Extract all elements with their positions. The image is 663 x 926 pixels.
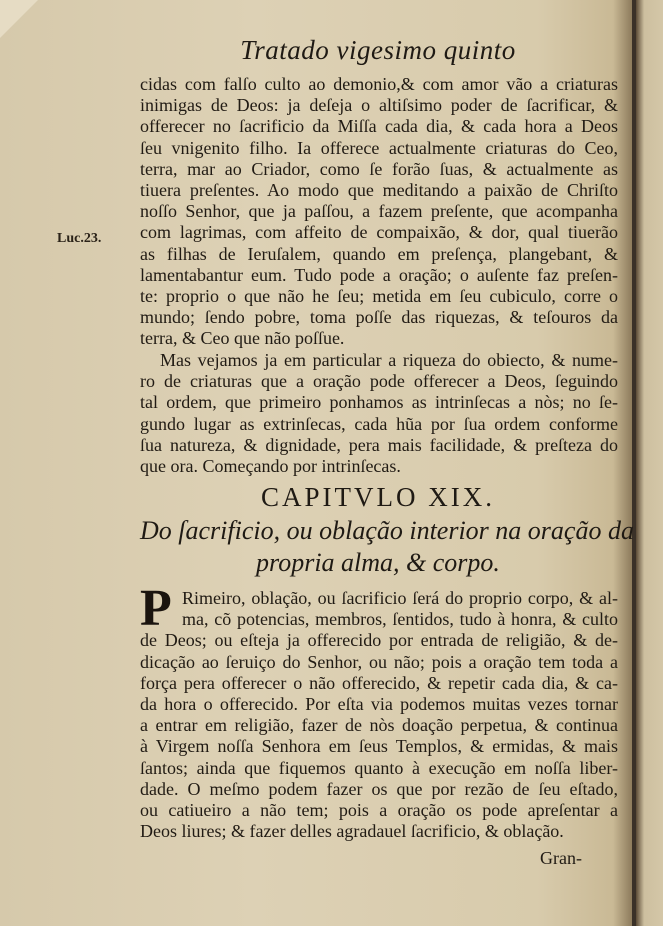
text-line: ma, cõ potencias, membros, ſentidos, tudo à honra, & culto (182, 609, 618, 630)
text-line: tal ordem, que primeiro ponhamos as intrinſecas a nòs; no ſe- (140, 392, 618, 413)
text-line: que ora. Começando por intrinſecas. (140, 455, 401, 476)
paragraph-1 (140, 74, 618, 349)
text-line: à Virgem noſſa Senhora em ſeus Templos, & ermidas, & mais (140, 736, 618, 757)
chapter-title-line-2: propria alma, & corpo. (256, 548, 500, 577)
text-line: lamentabantur eum. Tudo pode a oração; o auſente faz preſen- (140, 264, 618, 285)
text-line: ou catiueiro a não tem; pois a oração os pode apreſentar a (140, 799, 618, 820)
text-line: inimigas de Deos: ja deſeja o altiſsimo poder de ſacrificar, & (140, 95, 618, 116)
text-line: cidas com falſo culto ao demonio,& com amor vão a criaturas (140, 74, 618, 94)
text-line: ſua natureza, & dignidade, pera mais facilidade, & preſteza do (140, 434, 618, 455)
text-line: Deos liures; & fazer delles agradauel ſacrificio, & oblação. (140, 821, 564, 842)
text-line: da hora o offerecido. Por eſta via podemos muitas vezes tornar (140, 693, 618, 714)
text-line: tiuera preſentes. Ao modo que meditando a paixão de Chriſto (140, 179, 618, 200)
text-line: ro de criaturas que a oração pode offerecer a Deos, ſeguindo (140, 371, 618, 392)
paragraph-3 (140, 580, 618, 842)
text-line: Mas vejamos ja em particular a riqueza do obiecto, & nume- (160, 350, 618, 370)
text-line: mundo; ſendo pobre, toma poſſe das riquezas, & teſouros da (140, 307, 618, 328)
text-line: a entrar em religião, fazer de nòs doação perpetua, & continua (140, 715, 618, 736)
drop-cap: P (140, 580, 172, 637)
text-line: dicação ao ſeruiço do Senhor, ou não; pois a oração tem toda a (140, 651, 618, 672)
text-line: terra, mar ao Criador, como ſe forão ſuas, & actualmente as (140, 158, 618, 179)
catchword: Gran- (540, 848, 582, 868)
running-title: Tratado vigesimo quinto (240, 35, 516, 65)
text-line: gundo lugar as extrinſecas, cada hũa por ſua ordem conforme (140, 413, 618, 434)
text-line: ſantos; ainda que fiquemos quanto à execução em noſſa liber- (140, 757, 618, 778)
text-line: de Deos; ou eſteja ja offerecido por entrada de religião, & de- (140, 630, 618, 651)
text-line: com lagrimas, com affeito de compaixão, & dor, qual tiuerão (140, 222, 618, 243)
next-page-edge (636, 0, 663, 926)
text-line: te: proprio o que não he ſeu; metida em ſeu cubiculo, corre o (140, 285, 618, 306)
text-line: ſeu vnigenito filho. Ia offerece actualmente criaturas do Ceo, (140, 137, 618, 158)
text-line: terra, & Ceo que não poſſue. (140, 328, 345, 349)
chapter-number: CAPITVLO XIX. (261, 482, 495, 512)
margin-note: Luc.23. (57, 231, 102, 246)
text-line: dade. O meſmo podem fazer os que por rezão de ſeu eſtado, (140, 778, 618, 799)
text-line: força pera offerecer o não offerecido, & repetir cada dia, & ca- (140, 672, 618, 693)
text-line: noſſo Senhor, que ja paſſou, a fazem preſente, que acompanha (140, 201, 618, 222)
paragraph-2 (140, 350, 618, 477)
text-line: as filhas de Ieruſalem, quando em preſença, plangebant, & (140, 243, 618, 264)
chapter-title-line-1: Do ſacrificio, ou oblação interior na oração da (140, 516, 634, 545)
text-line: offerecer no ſacrificio da Miſſa cada dia, & cada hora a Deos (140, 116, 618, 137)
text-line: Rimeiro, oblação, ou ſacrificio ſerá do proprio corpo, & al- (182, 588, 618, 608)
folded-corner (0, 0, 38, 38)
